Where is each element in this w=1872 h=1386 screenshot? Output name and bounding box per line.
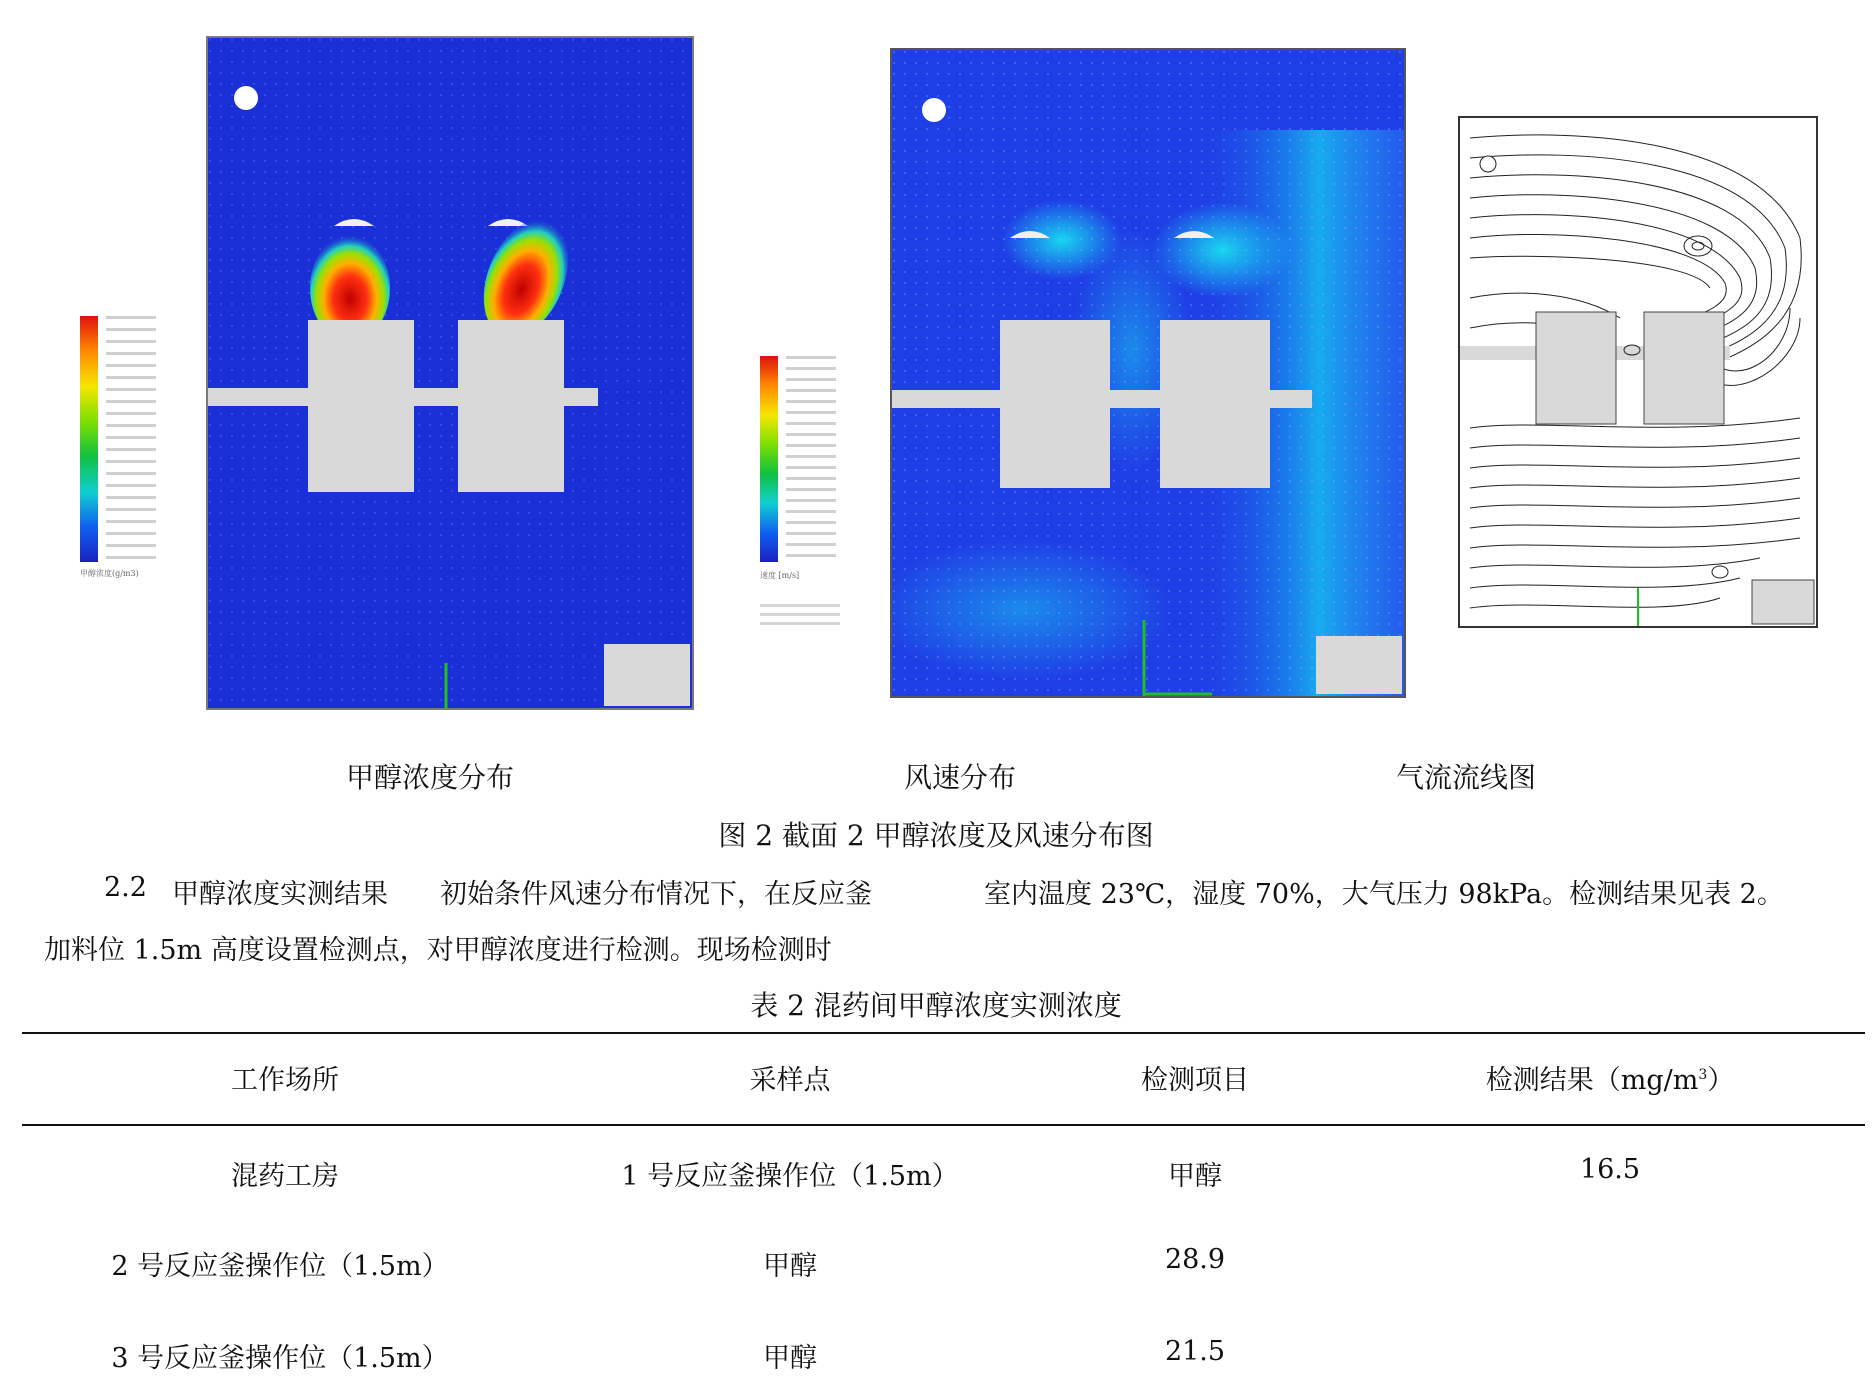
- concentration-tick-labels: [106, 316, 156, 562]
- wind-legend-extra: [760, 604, 840, 630]
- wind-speed-distribution-plot: [890, 48, 1406, 698]
- table-header-result-superscript: 3: [1698, 1067, 1708, 1083]
- vortex-1: [1684, 236, 1712, 256]
- table-row-2-sampling-point: 2 号反应釜操作位（1.5m）: [111, 1251, 449, 1282]
- concentration-plot-svg: [208, 38, 692, 708]
- table-header-result: [1440, 1058, 1780, 1097]
- wind-legend-unit: 速度 [m/s]: [760, 571, 800, 580]
- section-text-line1: 初始条件风速分布情况下，在反应釜: [440, 879, 872, 910]
- table-caption: 表 2 混药间甲醇浓度实测浓度: [750, 989, 1122, 1022]
- reactor-2: [1644, 312, 1724, 424]
- reactor-2: [458, 320, 564, 492]
- wind-colorbar: [760, 356, 778, 562]
- concentration-distribution-plot: [206, 36, 694, 710]
- vent-circle: [234, 86, 258, 110]
- concentration-legend: [80, 316, 170, 586]
- figure-caption: 图 2 截面 2 甲醇浓度及风速分布图: [718, 819, 1154, 852]
- section-text-right: 室内温度 23℃，湿度 70%，大气压力 98kPa。检测结果见表 2。: [984, 879, 1784, 910]
- vortex-3: [1712, 566, 1728, 578]
- table-row-2-test-item: 甲醇: [763, 1251, 817, 1282]
- corner-block: [604, 644, 690, 706]
- caption-wind-speed: 风速分布: [903, 761, 1016, 794]
- section-number: 2.2: [104, 872, 147, 903]
- table-row-3-result: 21.5: [1164, 1336, 1226, 1367]
- streamline-svg: [1460, 118, 1816, 626]
- vent-circle: [922, 98, 946, 122]
- section-heading: 甲醇浓度实测结果: [172, 879, 388, 910]
- caption-streamline: 气流流线图: [1395, 761, 1536, 794]
- wind-legend: [760, 356, 850, 636]
- concentration-legend-unit: 甲醇浓度(g/m3): [80, 569, 139, 578]
- caption-concentration: 甲醇浓度分布: [345, 761, 514, 794]
- reactor-1: [1536, 312, 1616, 424]
- table-header-sampling-point: 采样点: [749, 1065, 831, 1096]
- table-header-test-item: 检测项目: [1141, 1065, 1249, 1096]
- table-header-rule: [22, 1124, 1865, 1126]
- table-row-3-test-item: 甲醇: [763, 1343, 817, 1374]
- table-row-1-test-item: 甲醇: [1168, 1161, 1222, 1192]
- table-row-2-result: 28.9: [1164, 1244, 1226, 1275]
- table-row-1-sampling-point: 1 号反应釜操作位（1.5m）: [621, 1161, 959, 1192]
- table-header-result-close: ）: [1707, 1065, 1735, 1096]
- concentration-colorbar: [80, 316, 98, 562]
- streamlines: [1470, 135, 1801, 608]
- table-header-workplace: 工作场所: [231, 1065, 339, 1096]
- section-text-line2: 加料位 1.5m 高度设置检测点，对甲醇浓度进行检测。现场检测时: [44, 935, 832, 966]
- vortex-1-inner: [1692, 242, 1704, 250]
- table-row-1-result: 16.5: [1579, 1154, 1641, 1185]
- vent-circle: [1480, 156, 1496, 172]
- corner-block: [1316, 636, 1402, 694]
- reactor-1: [308, 320, 414, 492]
- table-header-result-text: 检测结果（mg/m: [1485, 1065, 1699, 1096]
- table-row-1-workplace: 混药工房: [231, 1161, 339, 1192]
- corner-block: [1752, 580, 1814, 624]
- streamline-plot: [1458, 116, 1818, 628]
- reactor-1: [1000, 320, 1110, 488]
- table-top-rule: [22, 1032, 1865, 1034]
- wind-plot-svg: [892, 50, 1404, 696]
- wind-tick-labels: [786, 356, 836, 562]
- table-row-3-sampling-point: 3 号反应釜操作位（1.5m）: [111, 1343, 449, 1374]
- reactor-2: [1160, 320, 1270, 488]
